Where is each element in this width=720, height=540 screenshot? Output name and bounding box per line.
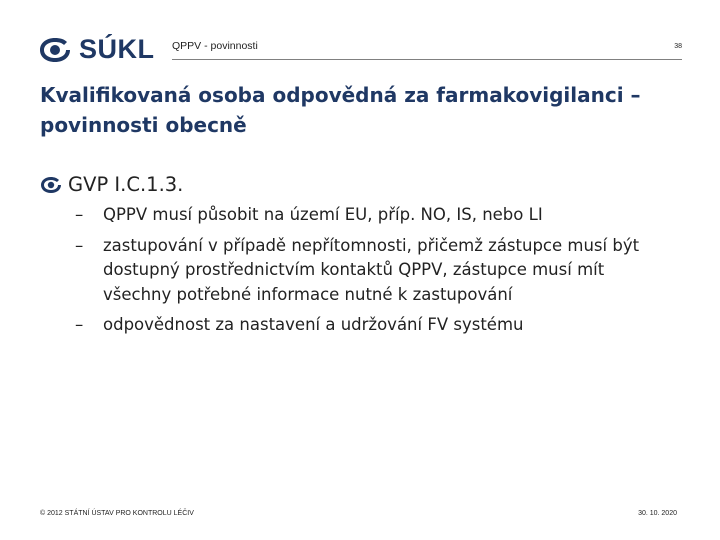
dash-marker: –: [75, 205, 84, 224]
sub-bullet-text: QPPV musí působit na území EU, příp. NO, IS, nebo LI: [103, 205, 543, 224]
slide-title: Kvalifikovaná osoba odpovědná za farmakovigilanci – povinnosti obecně: [40, 83, 641, 137]
header-divider: [172, 59, 682, 60]
sub-bullet-item: [75, 313, 675, 338]
main-bullet: [40, 173, 183, 196]
header-topic: QPPV - povinnosti: [172, 40, 258, 52]
footer-copyright: © 2012 STÁTNÍ ÚSTAV PRO KONTROLU LÉČIV: [40, 510, 194, 517]
sub-bullet-text: odpovědnost za nastavení a udržování FV systému: [103, 315, 524, 334]
logo-text: SÚKL: [79, 34, 155, 64]
sukl-bullet-icon: [40, 175, 62, 195]
sukl-logo: [38, 34, 155, 65]
sub-bullet-text: zastupování v případě nepřítomnosti, přičemž zástupce musí být dostupný prostřednictvím kontaktů QPPV, zástupce musí mít všechny potřebné informace nutné k zastupování: [103, 235, 640, 304]
footer-date: 30. 10. 2020: [638, 510, 677, 517]
sub-bullet-item: [75, 203, 675, 228]
page-number: 38: [674, 43, 682, 50]
dash-marker: –: [75, 235, 84, 255]
sukl-logo-icon: [38, 35, 72, 65]
sub-bullet-list: [75, 203, 675, 344]
sub-bullet-item: [75, 234, 675, 308]
dash-marker: –: [75, 315, 84, 334]
main-bullet-text: GVP I.C.1.3.: [68, 173, 184, 196]
